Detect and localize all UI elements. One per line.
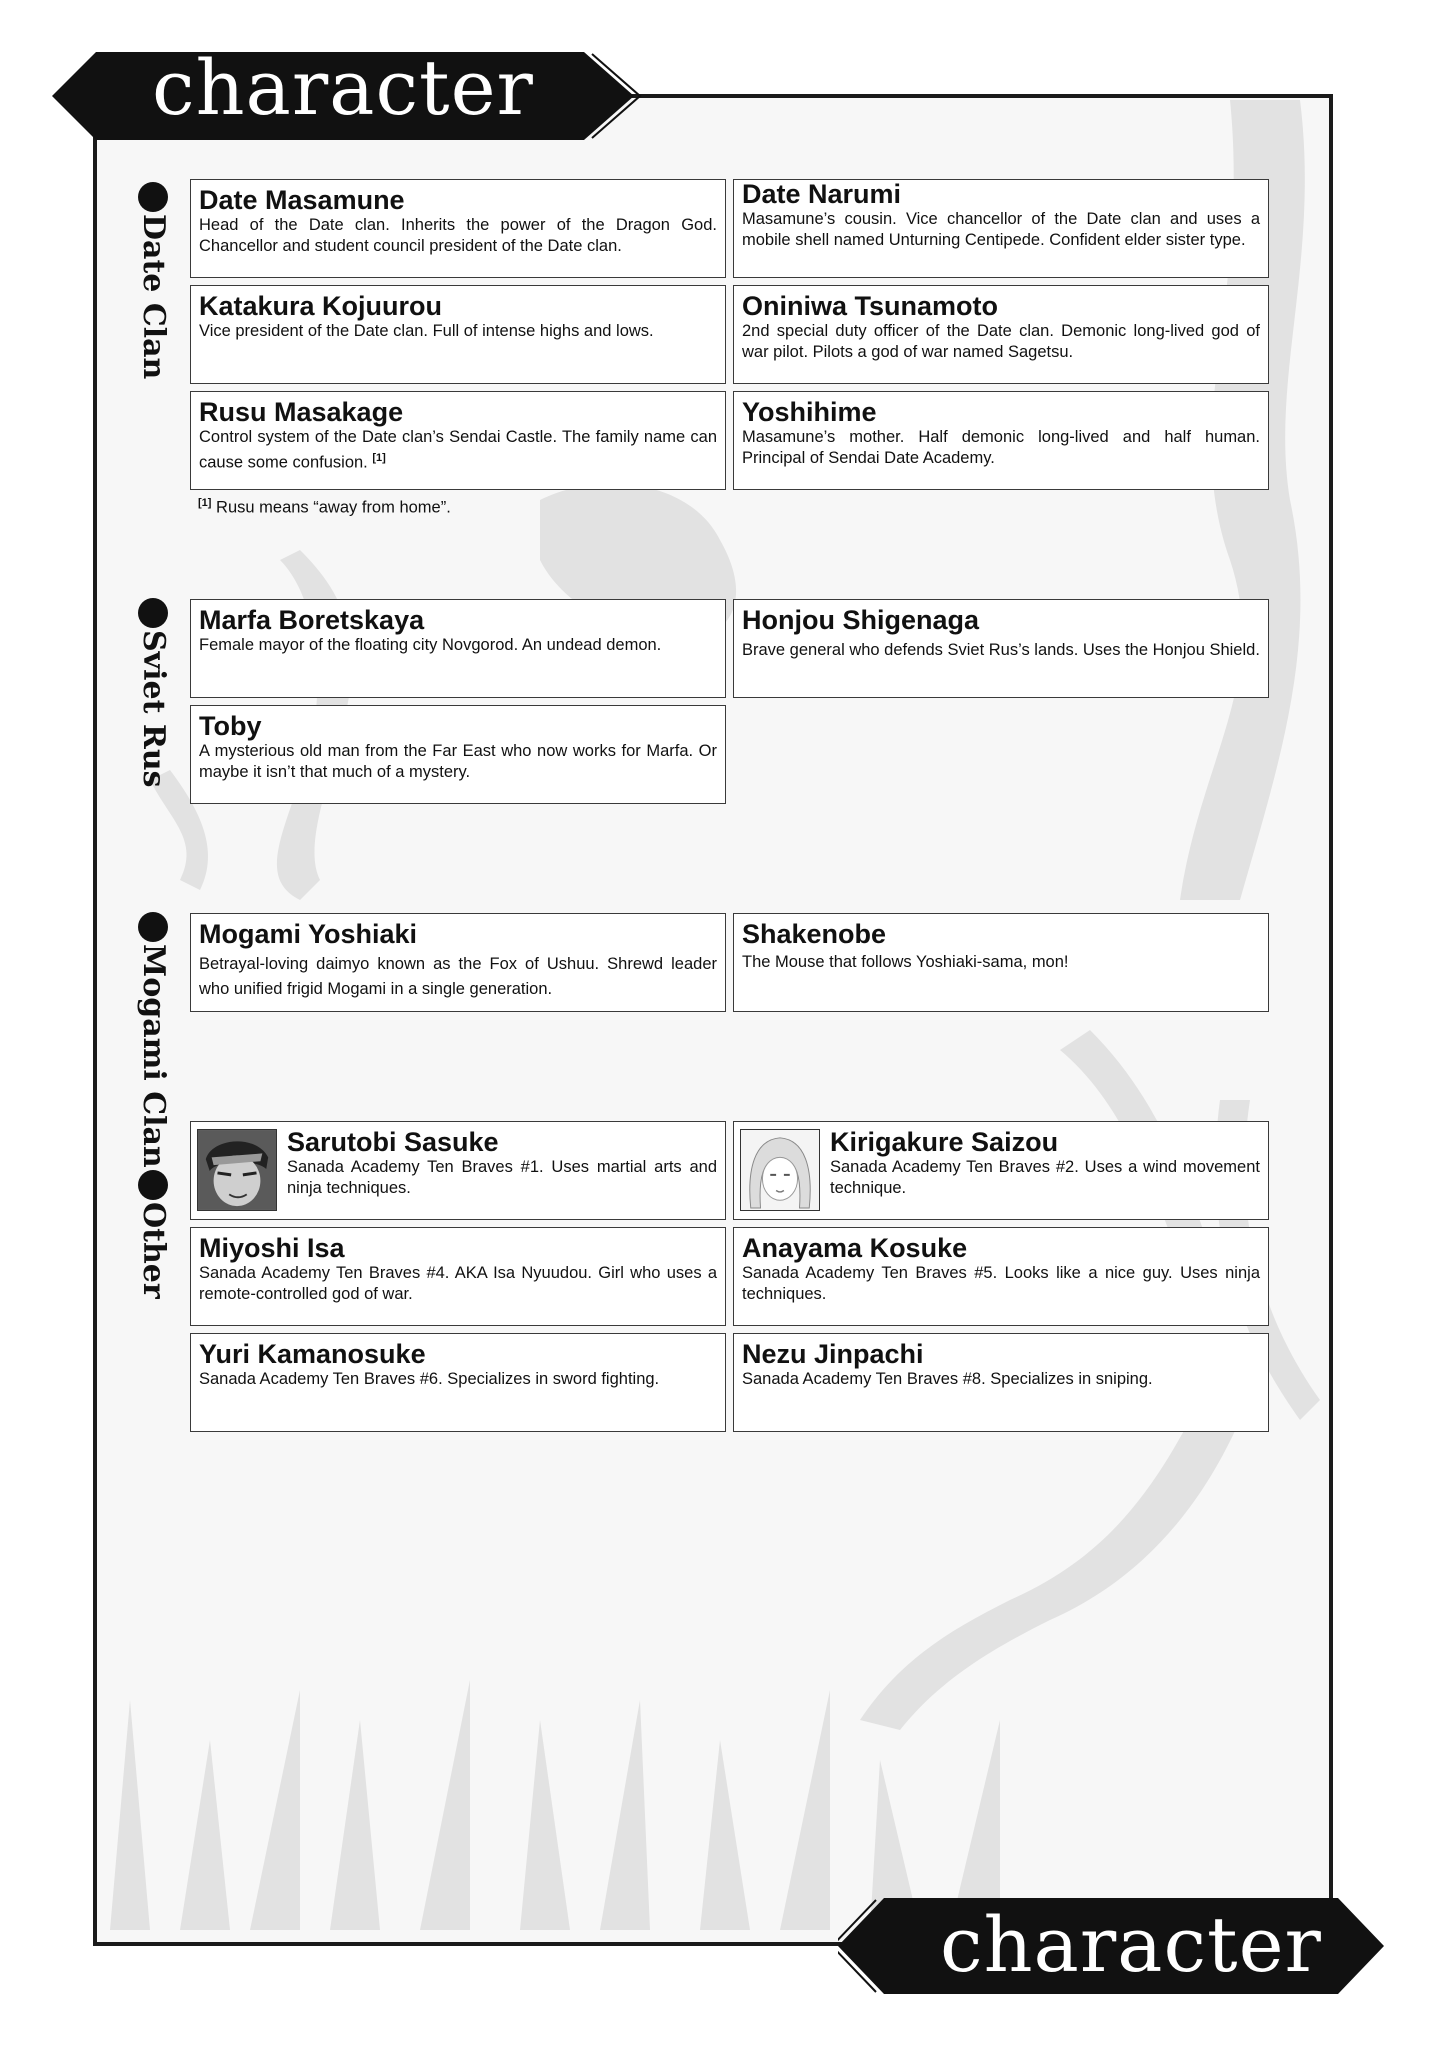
character-name: Miyoshi Isa — [199, 1233, 345, 1263]
character-name: Kirigakure Saizou — [830, 1127, 1059, 1157]
character-name: Katakura Kojuurou — [199, 291, 443, 321]
character-card — [733, 285, 1269, 384]
character-description: Brave general who defends Sviet Rus’s lands. Uses the Honjou Shield. — [742, 641, 1260, 659]
character-name: Oniniwa Tsunamoto — [742, 291, 998, 321]
section-label-mogami-other: Mogami Clan Other — [133, 912, 173, 1298]
character-name: Marfa Boretskaya — [199, 605, 425, 635]
character-card — [190, 913, 726, 1012]
character-card — [733, 1227, 1269, 1326]
header-title: character — [152, 43, 534, 132]
character-description: Sanada Academy Ten Braves #1. Uses martial arts and ninja techniques. — [287, 1158, 717, 1197]
character-description: Head of the Date clan. Inherits the power of the Dragon God. Chancellor and student council president of the Date clan. — [199, 216, 717, 255]
character-card — [190, 391, 726, 490]
character-card — [733, 1121, 1269, 1220]
card-body — [287, 1128, 717, 1199]
character-name: Anayama Kosuke — [742, 1233, 968, 1263]
character-name: Shakenobe — [742, 919, 887, 949]
character-name: Nezu Jinpachi — [742, 1339, 924, 1369]
character-name: Rusu Masakage — [199, 397, 404, 427]
character-name: Date Masamune — [199, 185, 405, 215]
character-description: Sanada Academy Ten Braves #2. Uses a wind movement technique. — [830, 1158, 1260, 1197]
character-description: Sanada Academy Ten Braves #4. AKA Isa Nyuudou. Girl who uses a remote-controlled god of war. — [199, 1264, 717, 1303]
card-body — [830, 1128, 1260, 1199]
character-card — [733, 179, 1269, 278]
character-card — [190, 599, 726, 698]
character-card — [190, 1121, 726, 1220]
section-label-sviet-rus: Sviet Rus — [133, 598, 173, 788]
character-card — [190, 1333, 726, 1432]
bullet-dot — [138, 182, 168, 212]
character-description: A mysterious old man from the Far East who now works for Marfa. Or maybe it isn’t that much of a mystery. — [199, 742, 717, 781]
bullet-dot — [138, 598, 168, 628]
character-description: Sanada Academy Ten Braves #8. Specializes in sniping. — [742, 1370, 1153, 1388]
character-description: The Mouse that follows Yoshiaki-sama, mon! — [742, 953, 1069, 971]
character-card — [733, 1333, 1269, 1432]
character-card — [190, 1227, 726, 1326]
character-name: Date Narumi — [742, 179, 902, 209]
character-card — [190, 285, 726, 384]
character-name: Toby — [199, 711, 262, 741]
character-description: 2nd special duty officer of the Date clan. Demonic long-lived god of war pilot. Pilots a god of war named Sagetsu. — [742, 322, 1260, 361]
character-card — [190, 179, 726, 278]
character-description: Masamune’s mother. Half demonic long-lived and half human. Principal of Sendai Date Academy. — [742, 428, 1260, 467]
character-name: Sarutobi Sasuke — [287, 1127, 499, 1157]
character-description: Masamune’s cousin. Vice chancellor of the Date clan and uses a mobile shell named Unturning Centipede. Confident elder sister type. — [742, 210, 1260, 249]
character-name: Mogami Yoshiaki — [199, 919, 418, 949]
character-name: Yoshihime — [742, 397, 877, 427]
portrait-image-saizou — [740, 1129, 820, 1211]
character-description: Betrayal-loving daimyo known as the Fox of Ushuu. Shrewd leader who unified frigid Mogami in a single generation. — [199, 955, 717, 998]
character-card — [733, 391, 1269, 490]
bullet-dot — [138, 912, 168, 942]
character-card — [733, 913, 1269, 1012]
character-description: Vice president of the Date clan. Full of intense highs and lows. — [199, 322, 654, 340]
character-name: Yuri Kamanosuke — [199, 1339, 426, 1369]
character-card — [733, 599, 1269, 698]
section-label-date-clan: Date Clan — [133, 182, 173, 379]
footnote-text: Rusu means “away from home”. — [216, 498, 451, 517]
character-description: Female mayor of the floating city Novgorod. An undead demon. — [199, 636, 662, 654]
footnote-marker: [1] — [198, 497, 212, 509]
character-name: Honjou Shigenaga — [742, 605, 980, 635]
portrait-image-sasuke — [197, 1129, 277, 1211]
footer-title: character — [940, 1900, 1322, 1989]
character-description: Control system of the Date clan’s Sendai Castle. The family name can cause some confusion. [1] — [199, 428, 717, 472]
character-description: Sanada Academy Ten Braves #5. Looks like a nice guy. Uses ninja techniques. — [742, 1264, 1260, 1303]
bullet-dot — [138, 1170, 168, 1200]
footnote-reference: [1] — [372, 452, 386, 464]
footnote — [198, 497, 451, 518]
character-card — [190, 705, 726, 804]
character-description: Sanada Academy Ten Braves #6. Specializes in sword fighting. — [199, 1370, 660, 1388]
